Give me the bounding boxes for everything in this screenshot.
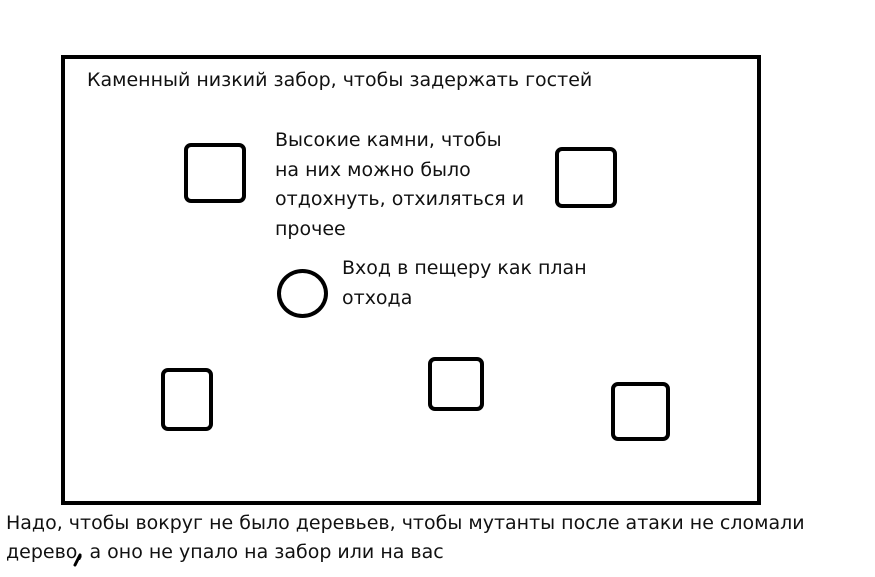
tall-stone <box>161 368 213 431</box>
stones-label <box>275 126 524 244</box>
cave-label <box>342 254 587 313</box>
tree-warning-note <box>6 509 805 567</box>
tall-stone <box>611 382 670 441</box>
stones-label-line: Высокие камни, чтобы <box>275 129 502 151</box>
tall-stone <box>428 357 484 411</box>
cave-entrance <box>277 269 328 318</box>
stones-label-line: прочее <box>275 217 346 240</box>
note-line: Надо, чтобы вокруг не было деревьев, чтобы мутанты после атаки не сломали <box>6 512 805 534</box>
fence-label: Каменный низкий забор, чтобы задержать гостей <box>87 69 593 91</box>
tall-stone <box>184 143 246 203</box>
pen-stroke-mark <box>72 553 82 567</box>
tall-stone <box>555 147 617 208</box>
cave-label-line: Вход в пещеру как план <box>342 257 587 279</box>
stones-label-line: отдохнуть, отхиляться и <box>275 188 525 210</box>
cave-label-line: отхода <box>342 286 413 309</box>
note-line: дерево, а оно не упало на забор или на вас <box>6 541 444 563</box>
stones-label-line: на них можно было <box>275 158 471 181</box>
